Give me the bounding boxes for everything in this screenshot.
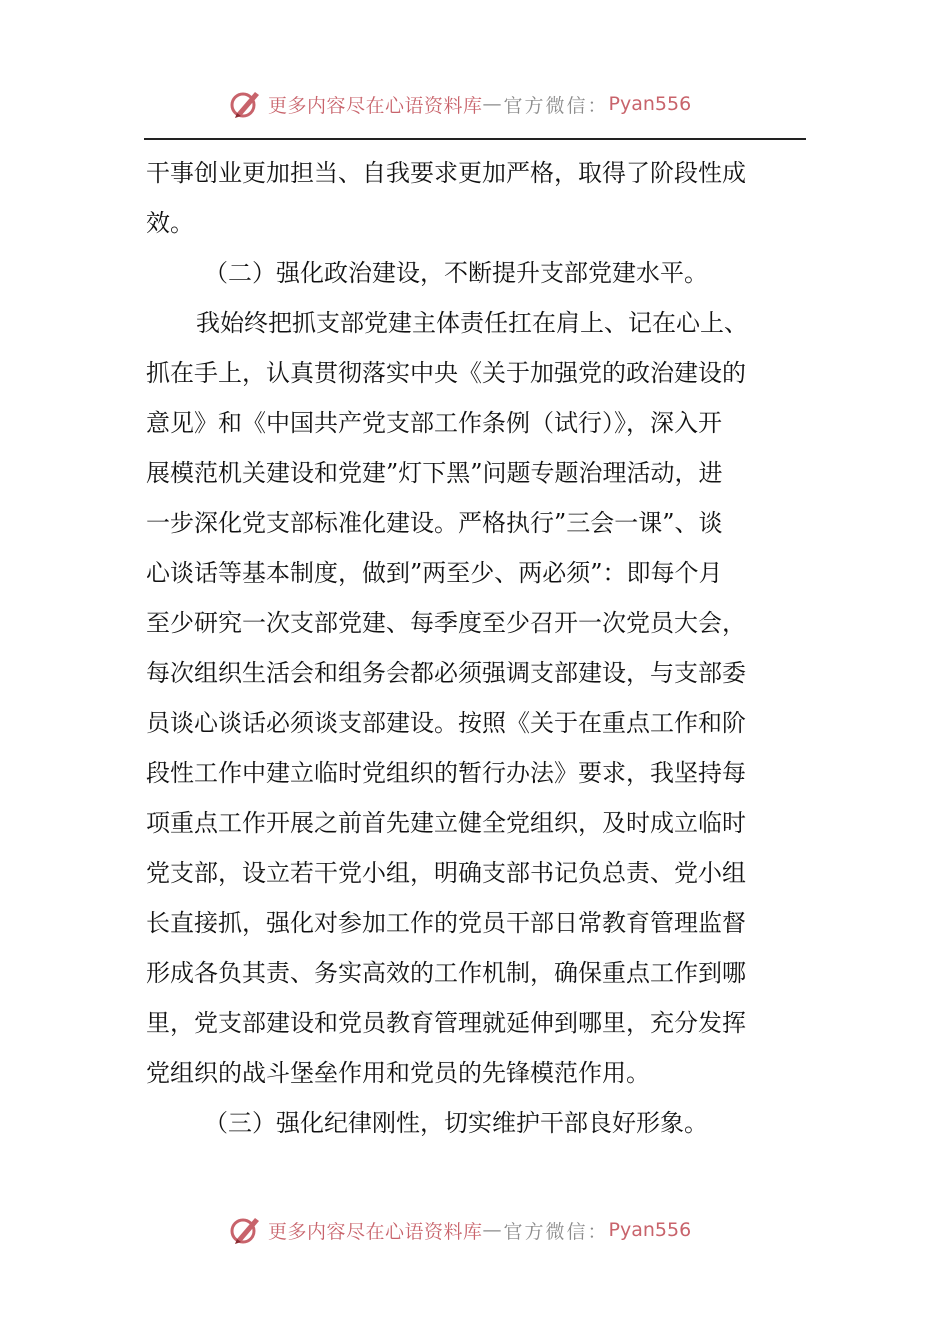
text-line: 展模范机关建设和党建”灯下黑”问题专题治理活动，进	[146, 459, 723, 487]
text-line: 至少研究一次支部党建、每季度至少召开一次党员大会，	[146, 609, 746, 637]
text-line: 一步深化党支部标准化建设。严格执行”三会一课”、谈	[146, 509, 723, 537]
text-line: 党组织的战斗堡垒作用和党员的先锋模范作用。	[146, 1059, 650, 1087]
text-line: 段性工作中建立临时党组织的暂行办法》要求，我坚持每	[146, 759, 746, 787]
text-line: 效。	[146, 209, 194, 237]
text-line: 员谈心谈话必须谈支部建设。按照《关于在重点工作和阶	[146, 709, 746, 737]
text-line: 项重点工作开展之前首先建立健全党组织，及时成立临时	[146, 809, 746, 837]
text-line: 党支部，设立若干党小组，明确支部书记负总责、党小组	[146, 859, 746, 887]
text-line: 长直接抓，强化对参加工作的党员干部日常教育管理监督	[146, 909, 746, 937]
text-line: 意见》和《中国共产党支部工作条例（试行）》，深入开	[146, 409, 722, 437]
document-body	[146, 148, 806, 1148]
text-line: 每次组织生活会和组务会都必须强调支部建设，与支部委	[146, 659, 746, 687]
paragraph-start: 我始终把抓支部党建主体责任扛在肩上、记在心上、	[196, 309, 748, 337]
pen-logo-icon	[228, 1212, 264, 1248]
section-heading-2: （二）强化政治建设，不断提升支部党建水平。	[204, 259, 708, 287]
header-rule	[144, 138, 806, 140]
section-heading-3: （三）强化纪律刚性，切实维护干部良好形象。	[204, 1109, 708, 1137]
pen-logo-icon	[228, 86, 264, 122]
text-line: 干事创业更加担当、自我要求更加严格，取得了阶段性成	[146, 159, 746, 187]
watermark-dash: —	[482, 93, 504, 115]
text-line: 心谈话等基本制度，做到”两至少、两必须”：即每个月	[146, 559, 723, 587]
text-line: 抓在手上，认真贯彻落实中央《关于加强党的政治建设的	[146, 359, 746, 387]
text-line: 形成各负其责、务实高效的工作机制，确保重点工作到哪	[146, 959, 746, 987]
watermark-wechat-id: Pyan556	[608, 93, 692, 115]
watermark-wechat-label: 官方微信：	[503, 94, 609, 117]
header-watermark	[228, 86, 691, 122]
footer-watermark	[228, 1212, 691, 1248]
text-line: 里，党支部建设和党员教育管理就延伸到哪里，充分发挥	[146, 1009, 746, 1037]
watermark-dash: —	[482, 1219, 504, 1241]
watermark-wechat-label: 官方微信：	[503, 1220, 609, 1243]
watermark-wechat-id: Pyan556	[608, 1219, 692, 1241]
watermark-main-text: 更多内容尽在心语资料库	[268, 1220, 483, 1243]
watermark-main-text: 更多内容尽在心语资料库	[268, 94, 483, 117]
